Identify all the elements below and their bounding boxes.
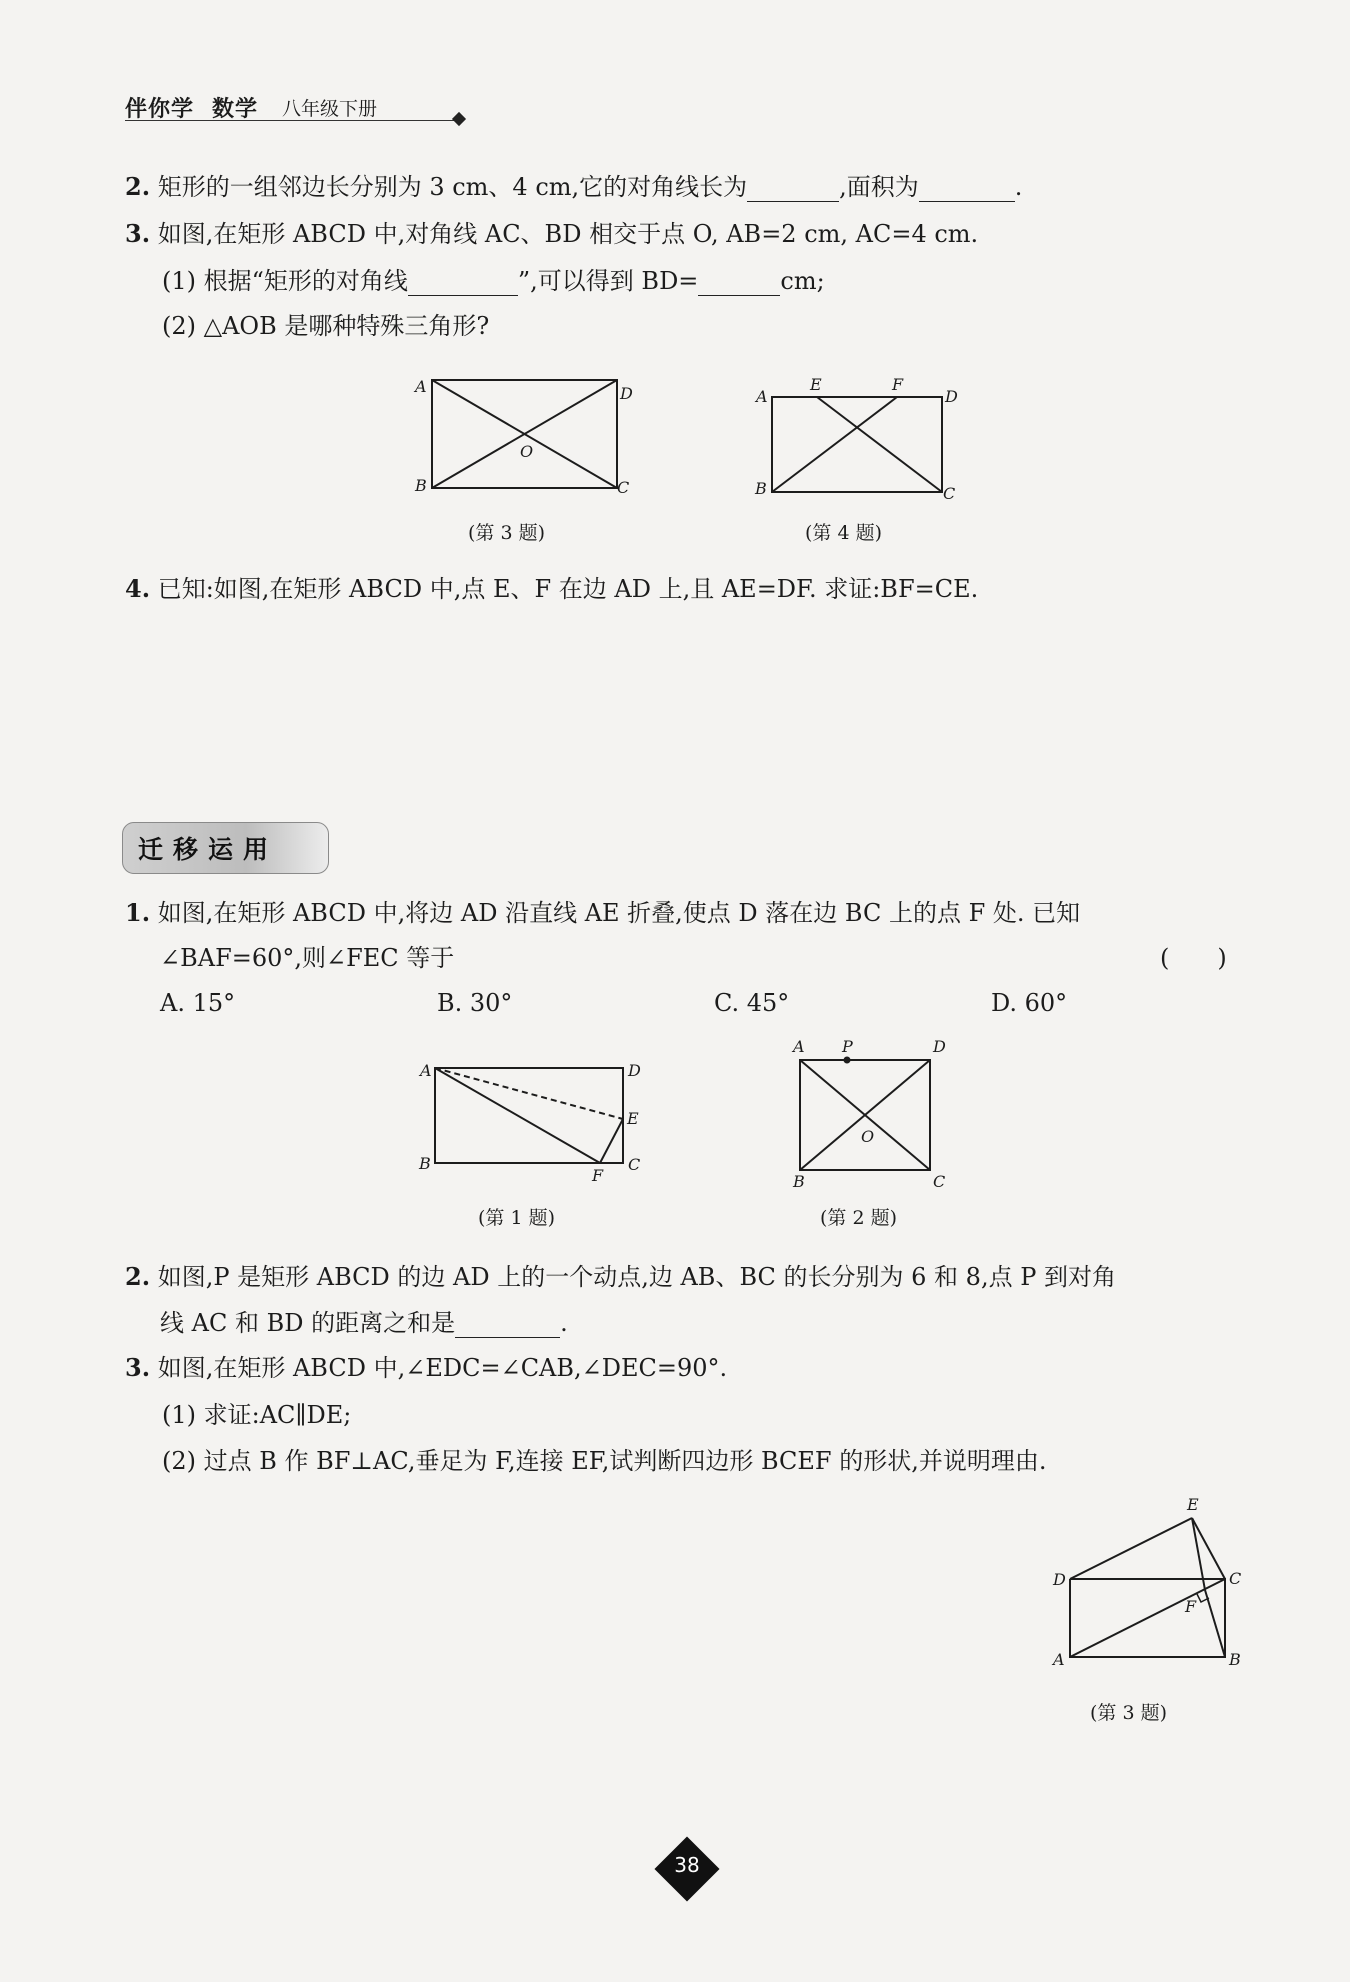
- question-text: cm;: [780, 267, 825, 295]
- point-label-b: B: [419, 1154, 431, 1173]
- point-label-f: F: [592, 1166, 604, 1185]
- point-label-d: D: [933, 1037, 946, 1056]
- answer-blank[interactable]: [408, 271, 518, 296]
- point-label-p: P: [842, 1037, 853, 1056]
- question-4: [125, 574, 978, 604]
- question-text: ”,可以得到 BD=: [517, 267, 699, 295]
- option-a[interactable]: A. 15°: [160, 989, 236, 1017]
- question-3-part-1: [162, 266, 825, 296]
- rectangle-abcd: [435, 1068, 623, 1163]
- question-text: (1) 根据“矩形的对角线: [162, 267, 408, 295]
- segment-bf: [1205, 1590, 1225, 1657]
- point-label-a: A: [420, 1061, 432, 1080]
- question-3-part-2: (2) 过点 B 作 BF⊥AC,垂足为 F,连接 EF,试判断四边形 BCEF 的形状,并说明理由.: [162, 1447, 1047, 1475]
- figure-q3-rectangle: [405, 365, 645, 505]
- answer-paren[interactable]: ( ): [1160, 944, 1227, 972]
- header-grade: 八年级下册: [282, 98, 378, 120]
- question-number: 3.: [125, 1353, 151, 1382]
- section-title: 迁移运用: [138, 835, 279, 864]
- question-text: 如图,P 是矩形 ABCD 的边 AD 上的一个动点,边 AB、BC 的长分别为 6 和 8,点 P 到对角: [157, 1263, 1116, 1291]
- point-label-d: D: [1053, 1570, 1066, 1589]
- figure-caption: (第 3 题): [468, 522, 545, 544]
- transfer-question-1: [125, 898, 1080, 928]
- question-2: [125, 172, 1022, 202]
- segment-de: [1070, 1518, 1192, 1579]
- option-b[interactable]: B. 30°: [437, 989, 513, 1017]
- page-number: 38: [674, 1853, 700, 1877]
- question-text: ,面积为: [839, 173, 919, 201]
- figure-q1-fold: [410, 1055, 660, 1190]
- point-label-a: A: [415, 377, 427, 396]
- point-label-e: E: [1187, 1495, 1199, 1514]
- point-label-a: A: [756, 387, 768, 406]
- point-label-c: C: [1229, 1569, 1242, 1588]
- figure-caption: (第 2 题): [820, 1207, 897, 1229]
- question-3-part-2: (2) △AOB 是哪种特殊三角形?: [162, 312, 490, 340]
- question-text-line-2: [160, 1308, 568, 1338]
- header-diamond-icon: [452, 112, 466, 126]
- answer-blank[interactable]: [747, 177, 839, 202]
- question-number: 2.: [125, 172, 151, 201]
- point-label-f: F: [892, 375, 904, 394]
- point-label-c: C: [933, 1172, 946, 1191]
- diagonal-ac: [1070, 1579, 1225, 1657]
- question-text: 如图,在矩形 ABCD 中,对角线 AC、BD 相交于点 O, AB=2 cm, AC=4 cm.: [157, 220, 979, 248]
- figure-q4-rectangle: [750, 370, 980, 505]
- point-label-o: O: [520, 442, 534, 461]
- question-text: 如图,在矩形 ABCD 中,∠EDC=∠CAB,∠DEC=90°.: [157, 1354, 728, 1382]
- question-number: 4.: [125, 574, 151, 603]
- question-text: .: [560, 1309, 568, 1337]
- answer-blank[interactable]: [919, 177, 1015, 202]
- figure-caption: (第 3 题): [1090, 1702, 1167, 1724]
- answer-blank[interactable]: [698, 271, 780, 296]
- point-label-b: B: [793, 1172, 805, 1191]
- header-book-title: 伴你学: [125, 97, 195, 122]
- point-label-e: E: [627, 1109, 639, 1128]
- question-number: 3.: [125, 219, 151, 248]
- question-3-part-1: (1) 求证:AC∥DE;: [162, 1401, 352, 1429]
- question-text: 如图,在矩形 ABCD 中,将边 AD 沿直线 AE 折叠,使点 D 落在边 BC 上的点 F 处. 已知: [157, 899, 1081, 927]
- point-label-e: E: [810, 375, 822, 394]
- answer-blank[interactable]: [455, 1313, 560, 1338]
- point-label-a: A: [793, 1037, 805, 1056]
- point-label-f: F: [1185, 1597, 1197, 1616]
- point-p-marker: [844, 1057, 851, 1064]
- point-label-d: D: [620, 384, 633, 403]
- point-label-c: C: [943, 484, 956, 503]
- question-text: 线 AC 和 BD 的距离之和是: [160, 1309, 456, 1337]
- point-label-c: C: [628, 1155, 641, 1174]
- header-subject: 数学: [212, 97, 259, 122]
- question-text: .: [1014, 173, 1023, 201]
- figure-caption: (第 4 题): [805, 522, 882, 544]
- figure-q2-rectangle: [785, 1035, 970, 1195]
- question-text-line-2: ∠BAF=60°,则∠FEC 等于: [160, 944, 455, 972]
- point-label-c: C: [617, 478, 630, 497]
- rectangle-abcd: [772, 397, 942, 492]
- segment-ef: [600, 1119, 623, 1163]
- fold-line-ae: [435, 1068, 623, 1119]
- point-label-b: B: [1229, 1650, 1241, 1669]
- point-label-d: D: [628, 1061, 641, 1080]
- figure-caption: (第 1 题): [478, 1207, 555, 1229]
- point-label-a: A: [1053, 1650, 1065, 1669]
- transfer-question-2: [125, 1262, 1116, 1292]
- question-text: 已知:如图,在矩形 ABCD 中,点 E、F 在边 AD 上,且 AE=DF. 求证:BF=CE.: [157, 575, 979, 603]
- point-label-o: O: [861, 1127, 875, 1146]
- header-rule: [125, 120, 460, 121]
- figure-q3-bcef: [1045, 1490, 1255, 1680]
- question-3: [125, 219, 978, 249]
- point-label-b: B: [415, 476, 427, 495]
- question-number: 1.: [125, 898, 151, 927]
- transfer-question-3: [125, 1353, 727, 1383]
- point-label-d: D: [945, 387, 958, 406]
- option-c[interactable]: C. 45°: [714, 989, 790, 1017]
- option-d[interactable]: D. 60°: [991, 989, 1068, 1017]
- question-number: 2.: [125, 1262, 151, 1291]
- point-label-b: B: [755, 479, 767, 498]
- segment-af: [435, 1068, 600, 1163]
- question-text: 矩形的一组邻边长分别为 3 cm、4 cm,它的对角线长为: [157, 173, 748, 201]
